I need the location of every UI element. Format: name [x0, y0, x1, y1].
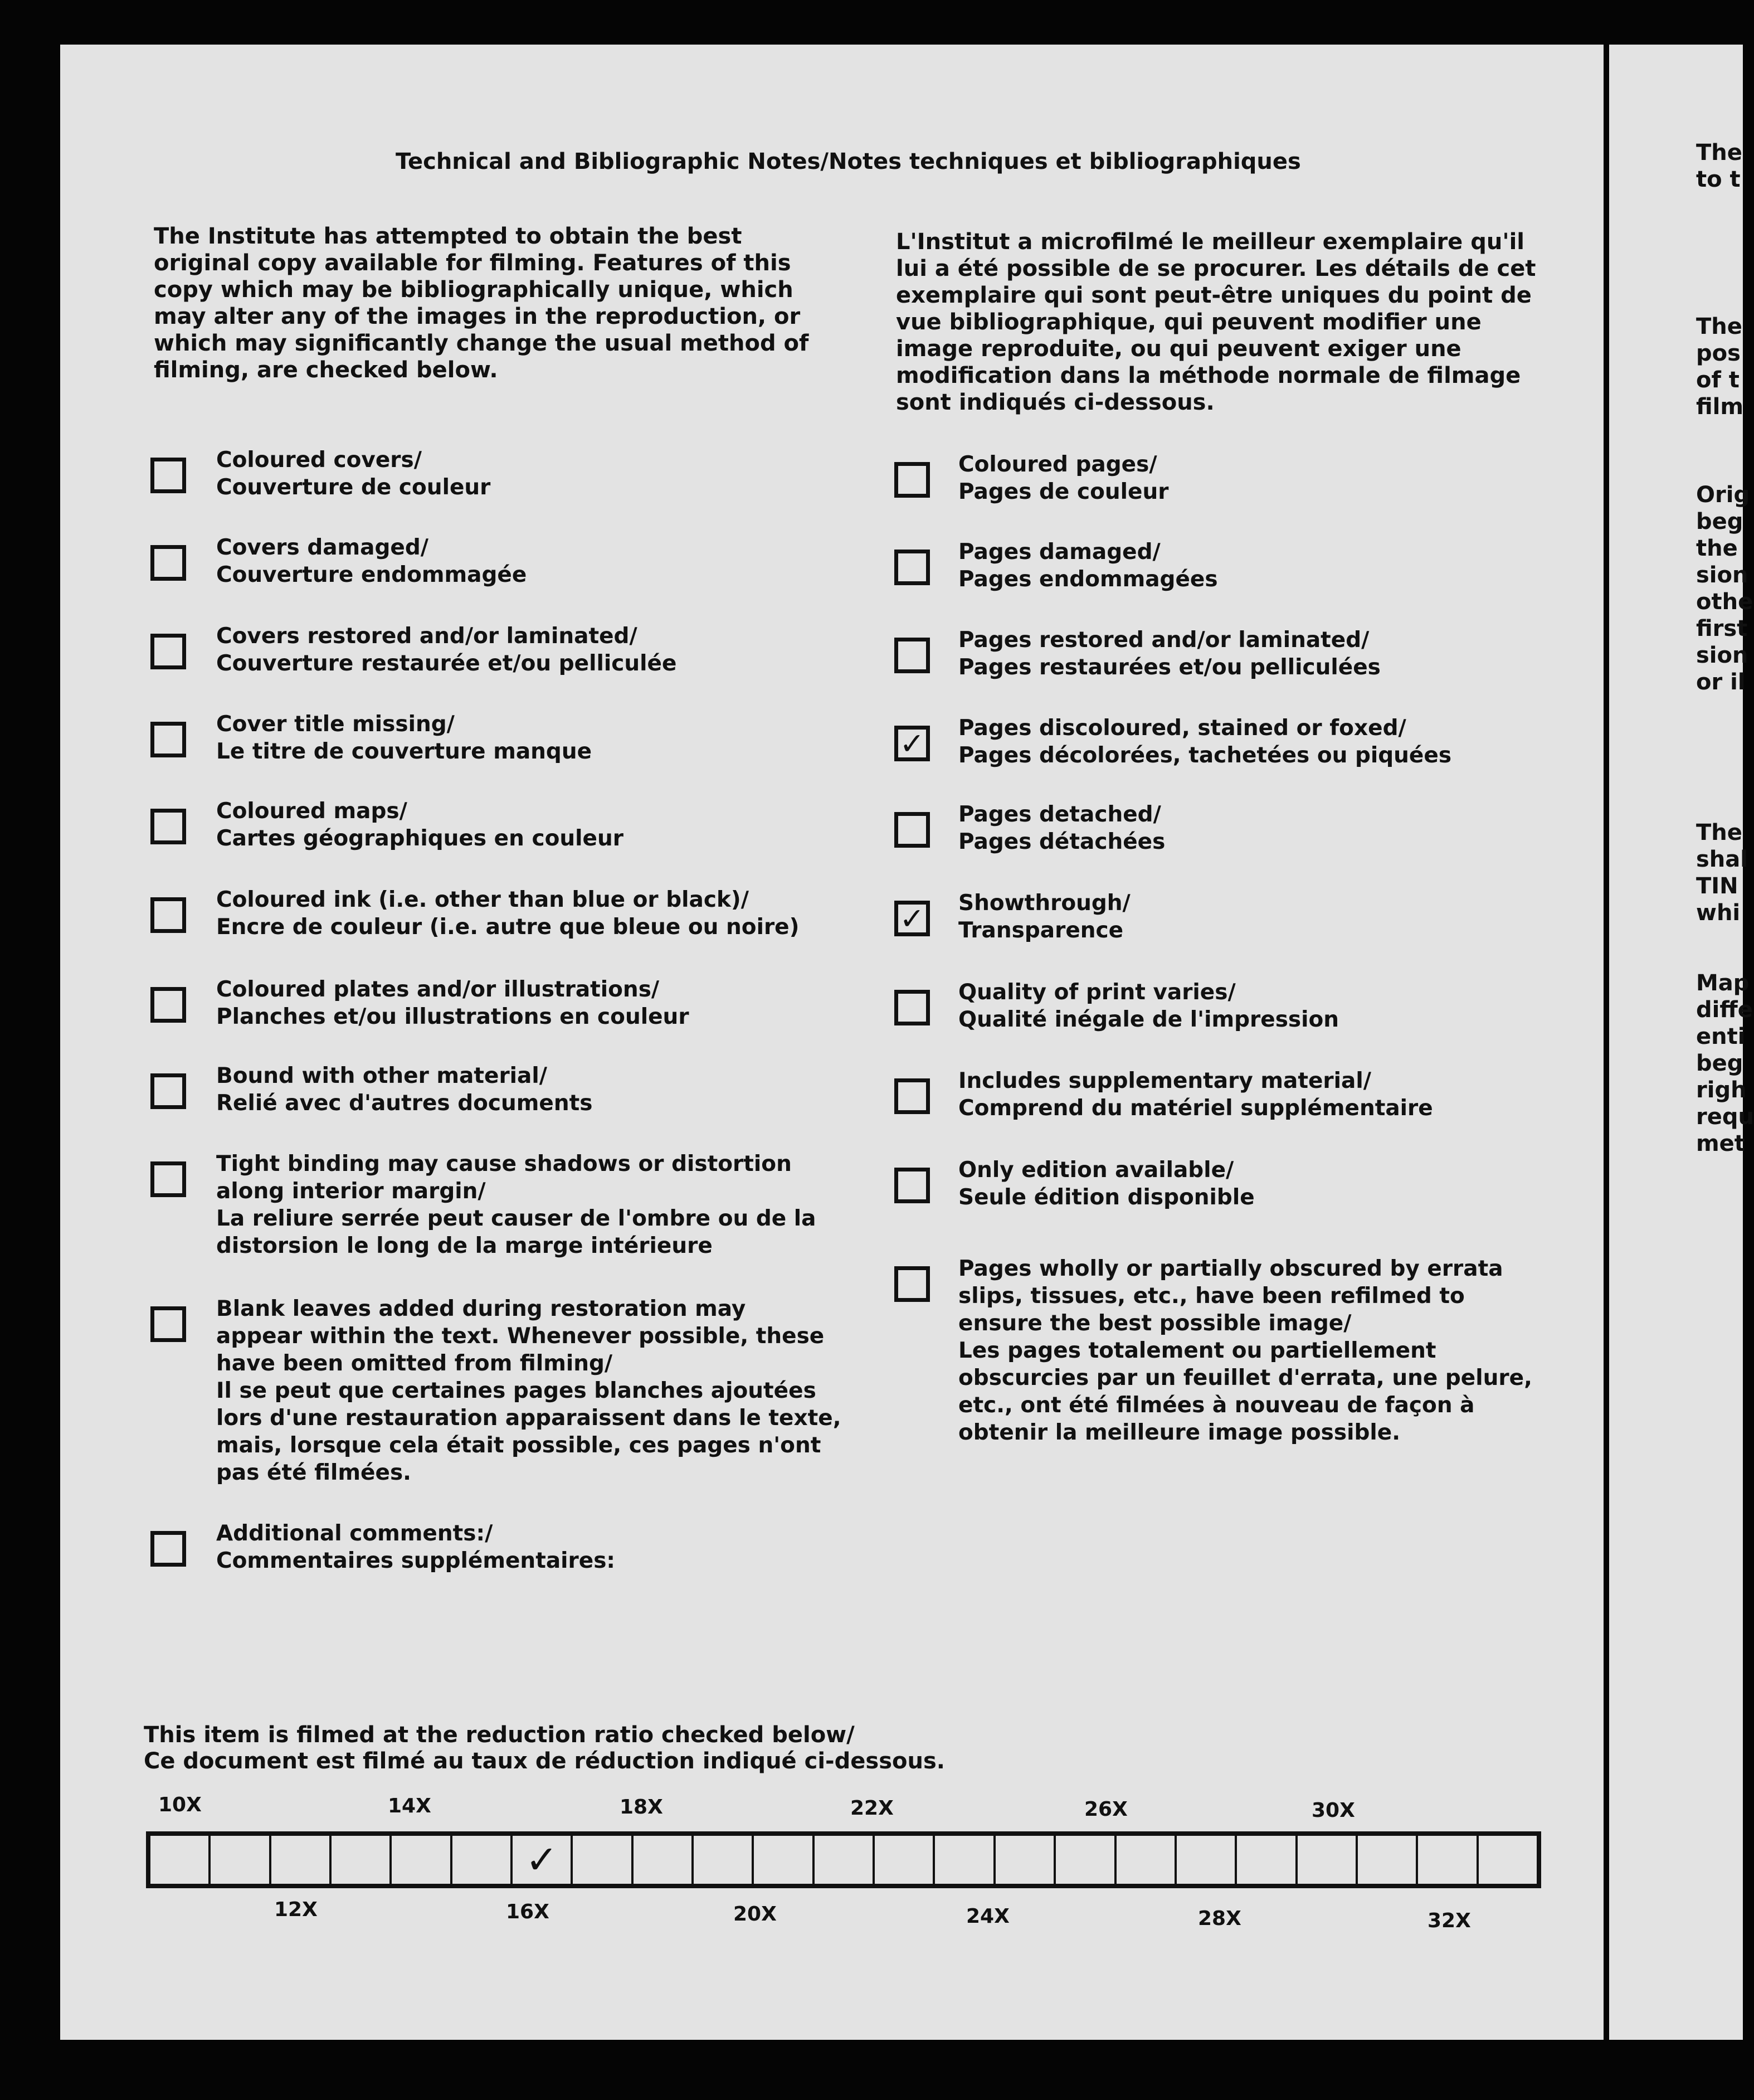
edge-text-fragment: enti [1696, 1024, 1746, 1049]
edge-text-fragment: TIN [1696, 873, 1738, 899]
reduction-cell[interactable] [694, 1836, 754, 1884]
right-item-text-line: Transparence [958, 918, 1124, 943]
right-checkbox[interactable] [894, 990, 930, 1025]
left-checkbox[interactable] [150, 722, 186, 757]
left-checkbox[interactable] [150, 545, 186, 581]
edge-text-fragment: sion [1696, 562, 1748, 588]
left-item-text-line: Blank leaves added during restoration may [216, 1296, 746, 1321]
reduction-cell[interactable] [875, 1836, 935, 1884]
reduction-cell[interactable] [211, 1836, 271, 1884]
left-checkbox[interactable] [150, 458, 186, 493]
left-item-text-line: mais, lorsque cela était possible, ces pages n'ont [216, 1433, 821, 1458]
reduction-cell[interactable] [1358, 1836, 1418, 1884]
reduction-cell[interactable] [513, 1836, 573, 1884]
left-item-text-line: Relié avec d'autres documents [216, 1091, 593, 1116]
right-item-text-line: Pages discoloured, stained or foxed/ [958, 716, 1406, 741]
edge-text-fragment: righ [1696, 1077, 1747, 1103]
left-item-text-line: Covers restored and/or laminated/ [216, 624, 637, 649]
right-item-text-line: Les pages totalement ou partiellement [958, 1338, 1436, 1363]
edge-text-fragment: film [1696, 394, 1744, 420]
edge-text-fragment: Map [1696, 970, 1750, 996]
left-item-text-line: Couverture de couleur [216, 475, 491, 500]
right-item-text-line: Pages restaurées et/ou pelliculées [958, 655, 1381, 680]
reduction-cell[interactable] [1418, 1836, 1478, 1884]
left-checkbox[interactable] [150, 1531, 186, 1567]
right-checkbox[interactable] [894, 901, 930, 936]
reduction-cell[interactable] [1056, 1836, 1116, 1884]
edge-text-fragment: met [1696, 1131, 1745, 1156]
left-item-label [216, 446, 490, 501]
left-item-label [216, 1520, 615, 1574]
edge-text-fragment: shal [1696, 847, 1748, 872]
right-item-text-line: obscurcies par un feuillet d'errata, une pelure, [958, 1365, 1532, 1391]
reduction-label: 32X [1427, 1909, 1471, 1932]
edge-text-fragment: pos [1696, 341, 1741, 366]
reduction-ratio-scale [146, 1831, 1541, 1888]
reduction-label: 18X [620, 1796, 663, 1819]
edge-text-fragment: The [1696, 314, 1742, 339]
left-item-text-line: Cover title missing/ [216, 712, 455, 737]
reduction-cell[interactable] [754, 1836, 814, 1884]
left-item-text-line: Coloured ink (i.e. other than blue or black)/ [216, 887, 749, 912]
left-item-text-line: have been omitted from filming/ [216, 1351, 613, 1376]
left-item-text-line: Il se peut que certaines pages blanches ajoutées [216, 1378, 816, 1403]
right-item-label [958, 1255, 1532, 1446]
reduction-cell[interactable] [1298, 1836, 1358, 1884]
edge-text-fragment: The [1696, 820, 1742, 845]
left-item-text-line: Bound with other material/ [216, 1063, 547, 1088]
left-item-text-line: Coloured maps/ [216, 799, 407, 824]
left-item-text-line: Couverture endommagée [216, 562, 527, 587]
left-item-text-line: Couverture restaurée et/ou pelliculée [216, 651, 677, 676]
reduction-cell[interactable] [634, 1836, 694, 1884]
right-item-label [958, 538, 1218, 593]
reduction-cell[interactable] [996, 1836, 1056, 1884]
left-item-label [216, 1150, 816, 1260]
edge-text-fragment: othe [1696, 589, 1753, 615]
edge-text-fragment: the [1696, 536, 1738, 561]
reduction-cell[interactable] [1237, 1836, 1297, 1884]
edge-text-fragment: Orig [1696, 482, 1750, 508]
left-item-text-line: Additional comments:/ [216, 1521, 493, 1546]
left-checkbox[interactable] [150, 897, 186, 933]
right-item-text-line: Pages décolorées, tachetées ou piquées [958, 743, 1452, 768]
left-checkbox[interactable] [150, 1073, 186, 1109]
left-checkbox[interactable] [150, 809, 186, 844]
left-item-text-line: Covers damaged/ [216, 535, 429, 560]
left-checkbox[interactable] [150, 1306, 186, 1342]
page-title: Technical and Bibliographic Notes/Notes techniques et bibliographiques [396, 149, 1301, 174]
right-item-text-line: Pages endommagées [958, 567, 1218, 592]
check-mark-icon: ✓ [899, 726, 925, 761]
reduction-cell[interactable] [1117, 1836, 1177, 1884]
edge-text-fragment: The [1696, 140, 1742, 166]
right-item-text-line: ensure the best possible image/ [958, 1311, 1352, 1336]
reduction-label: 22X [850, 1797, 894, 1820]
right-checkbox[interactable] [894, 1078, 930, 1114]
reduction-cell[interactable] [815, 1836, 875, 1884]
right-item-label [958, 1156, 1255, 1211]
reduction-note-french: Ce document est filmé au taux de réduction indiqué ci-dessous. [144, 1748, 945, 1774]
left-item-text-line: appear within the text. Whenever possible, these [216, 1324, 825, 1349]
right-item-text-line: Qualité inégale de l'impression [958, 1007, 1339, 1032]
right-item-text-line: Pages wholly or partially obscured by errata [958, 1256, 1503, 1281]
right-item-text-line: Quality of print varies/ [958, 980, 1236, 1005]
left-item-text-line: Encre de couleur (i.e. autre que bleue ou noire) [216, 915, 800, 940]
right-item-text-line: Pages détachées [958, 829, 1166, 854]
reduction-label: 14X [388, 1795, 431, 1817]
left-item-text-line: pas été filmées. [216, 1460, 411, 1485]
right-checkbox[interactable] [894, 638, 930, 673]
left-item-label [216, 1295, 841, 1486]
reduction-label: 12X [274, 1898, 318, 1921]
reduction-cell[interactable] [392, 1836, 452, 1884]
right-item-text-line: Showthrough/ [958, 891, 1131, 916]
right-item-text-line: Pages de couleur [958, 479, 1169, 504]
right-checkbox[interactable] [894, 550, 930, 585]
check-mark-icon: ✓ [899, 901, 925, 936]
left-checkbox[interactable] [150, 987, 186, 1023]
left-item-label [216, 798, 623, 852]
right-item-text-line: Seule édition disponible [958, 1185, 1255, 1210]
edge-text-fragment: sion [1696, 643, 1748, 668]
intro-french: L'Institut a microfilmé le meilleur exemplaire qu'il lui a été possible de se procurer. Les détails de cet exemplaire qui sont peut-être uniques du point de vue bibliographique, qui peuvent modifier une image reproduite, ou qui peuvent exiger une modification dans la méthode normale de filmage sont indiqués ci-dessous. [896, 229, 1536, 415]
right-item-label [958, 1067, 1433, 1122]
reduction-note-english: This item is filmed at the reduction ratio checked below/ [144, 1722, 855, 1748]
right-checkbox[interactable] [894, 1266, 930, 1302]
reduction-cell[interactable] [271, 1836, 332, 1884]
left-item-text-line: La reliure serrée peut causer de l'ombre ou de la [216, 1206, 816, 1231]
reduction-cell[interactable] [150, 1836, 211, 1884]
right-checkbox[interactable] [894, 726, 930, 761]
right-item-label [958, 626, 1381, 681]
right-item-text-line: Only edition available/ [958, 1158, 1234, 1183]
reduction-label: 20X [733, 1903, 777, 1926]
left-item-text-line: Commentaires supplémentaires: [216, 1548, 616, 1573]
intro-english: The Institute has attempted to obtain the best original copy available for filming. Features of this copy which may be bibliographically unique, which may alter any of the images in the reproduction, or which may significantly change the usual method of filming, are checked below. [154, 223, 809, 383]
right-checkbox[interactable] [894, 462, 930, 498]
left-item-text-line: Cartes géographiques en couleur [216, 826, 623, 851]
right-checkbox[interactable] [894, 1168, 930, 1203]
left-item-label [216, 711, 592, 765]
left-item-text-line: Coloured plates and/or illustrations/ [216, 977, 660, 1002]
reduction-cell[interactable] [332, 1836, 392, 1884]
reduction-cell[interactable] [935, 1836, 995, 1884]
right-item-text-line: etc., ont été filmées à nouveau de façon à [958, 1393, 1475, 1418]
left-item-text-line: Planches et/ou illustrations en couleur [216, 1004, 689, 1029]
edge-text-fragment: or il [1696, 669, 1746, 695]
reduction-cell[interactable] [573, 1836, 633, 1884]
left-item-text-line: distorsion le long de la marge intérieure [216, 1233, 713, 1258]
left-item-label [216, 886, 799, 941]
reduction-cell[interactable] [452, 1836, 513, 1884]
edge-text-fragment: first [1696, 616, 1748, 641]
reduction-cell[interactable] [1479, 1836, 1537, 1884]
right-item-text-line: Comprend du matériel supplémentaire [958, 1096, 1433, 1121]
reduction-label: 30X [1312, 1799, 1355, 1822]
reduction-label: 16X [506, 1900, 549, 1923]
reduction-cell[interactable] [1177, 1836, 1237, 1884]
adjacent-page-edge [1609, 45, 1754, 2040]
edge-text-fragment: beg [1696, 509, 1743, 534]
left-item-label [216, 1062, 593, 1117]
edge-text-fragment: diffe [1696, 997, 1753, 1023]
edge-text-fragment: beg [1696, 1051, 1743, 1076]
left-item-label [216, 534, 527, 589]
left-item-text-line: lors d'une restauration apparaissent dans le texte, [216, 1406, 841, 1431]
left-item-text-line: Coloured covers/ [216, 448, 422, 473]
left-item-label [216, 976, 689, 1030]
right-item-text-line: Pages detached/ [958, 802, 1161, 827]
right-item-label [958, 979, 1339, 1033]
right-item-text-line: obtenir la meilleure image possible. [958, 1420, 1401, 1445]
left-checkbox[interactable] [150, 1161, 186, 1197]
left-item-text-line: along interior margin/ [216, 1179, 486, 1204]
reduction-label: 28X [1198, 1907, 1241, 1930]
left-checkbox[interactable] [150, 634, 186, 669]
reduction-label: 24X [966, 1905, 1010, 1928]
right-item-text-line: slips, tissues, etc., have been refilmed to [958, 1284, 1465, 1309]
edge-text-fragment: requ [1696, 1104, 1754, 1130]
right-item-text-line: Pages restored and/or laminated/ [958, 628, 1370, 653]
edge-text-fragment: of t [1696, 367, 1740, 393]
left-item-label [216, 623, 676, 677]
notes-sheet [60, 45, 1604, 2040]
reduction-label: 26X [1084, 1798, 1128, 1821]
right-item-label [958, 889, 1131, 944]
right-item-text-line: Includes supplementary material/ [958, 1068, 1371, 1093]
reduction-label: 10X [158, 1793, 202, 1816]
right-item-text-line: Coloured pages/ [958, 452, 1157, 477]
edge-text-fragment: whi [1696, 900, 1741, 926]
right-checkbox[interactable] [894, 812, 930, 848]
right-item-label [958, 801, 1165, 855]
edge-text-fragment: to t [1696, 167, 1741, 192]
left-item-text-line: Le titre de couverture manque [216, 739, 592, 764]
right-item-label [958, 451, 1168, 505]
right-item-label [958, 714, 1451, 769]
check-mark-icon: ✓ [525, 1837, 558, 1883]
right-item-text-line: Pages damaged/ [958, 539, 1161, 565]
left-item-text-line: Tight binding may cause shadows or distortion [216, 1151, 792, 1177]
